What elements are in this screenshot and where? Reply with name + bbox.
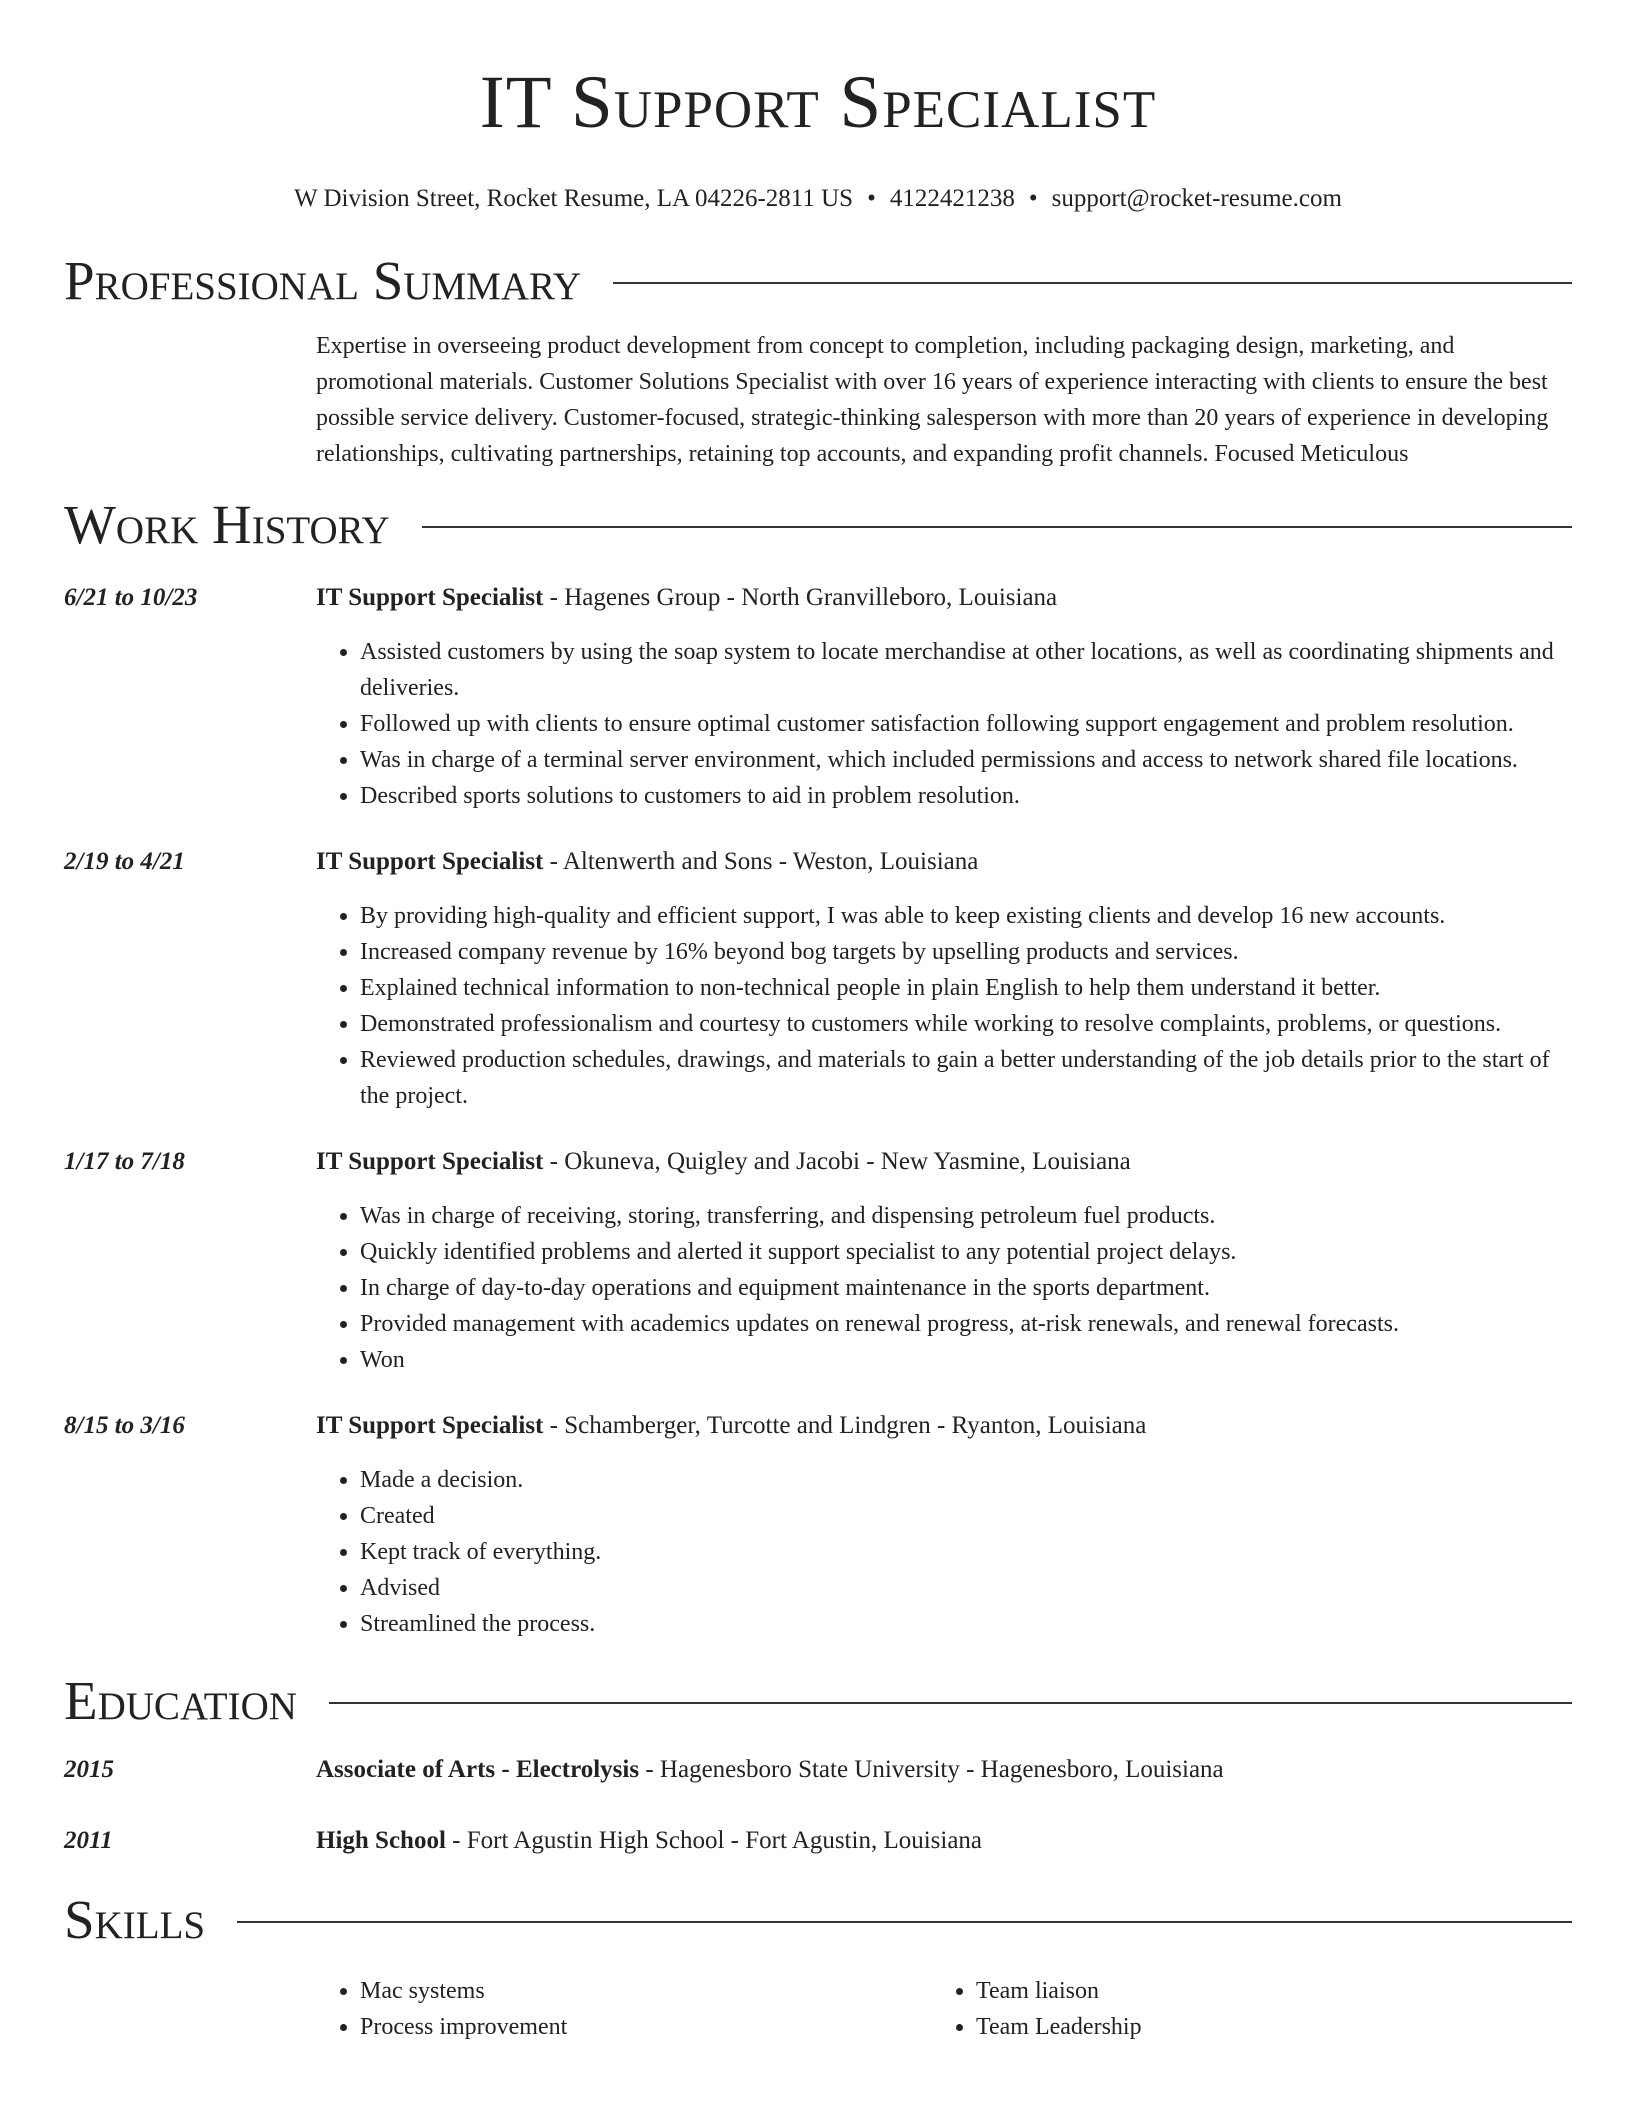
work-dates: 6/21 to 10/23 — [64, 584, 198, 611]
education-line — [316, 1823, 1572, 1859]
job-bullet-list — [316, 898, 1572, 1114]
contact-address: W Division Street, Rocket Resume, LA 04226-2811 US — [294, 185, 854, 212]
job-bullet-item: • Was in charge of a terminal server environment, which included permissions and access to network shared file locations. — [360, 742, 1572, 778]
job-bullet-list — [316, 634, 1572, 814]
work-heading: Work History — [64, 494, 390, 555]
education-heading: Education — [64, 1670, 297, 1731]
education-school-location: - Hagenesboro State University - Hagenesboro, Louisiana — [639, 1756, 1224, 1783]
job-bullet-item: • Increased company revenue by 16% beyond bog targets by upselling products and services. — [360, 934, 1572, 970]
education-entry — [64, 1823, 1572, 1859]
resume-page — [64, 0, 1572, 2045]
contact-phone: 4122421238 — [889, 185, 1015, 212]
job-employer-location: - Okuneva, Quigley and Jacobi - New Yasmine, Louisiana — [543, 1148, 1131, 1175]
education-year: 2011 — [64, 1827, 113, 1854]
job-title: IT Support Specialist — [316, 584, 544, 611]
contact-separator: • — [1028, 185, 1038, 212]
education-year: 2015 — [64, 1756, 114, 1783]
job-bullet-item: • Advised — [360, 1570, 1572, 1606]
work-entry — [64, 844, 1572, 1114]
work-history-list — [64, 580, 1572, 1642]
job-bullet-item: • Described sports solutions to customers to aid in problem resolution. — [360, 778, 1572, 814]
work-entry-body — [316, 580, 1572, 814]
work-title-line — [316, 844, 1572, 880]
skills-section-header — [64, 1889, 1572, 1951]
skill-item: • Process improvement — [360, 2009, 932, 2045]
job-title: IT Support Specialist — [316, 848, 544, 875]
job-bullet-list — [316, 1198, 1572, 1378]
education-degree: Associate of Arts - Electrolysis — [316, 1756, 640, 1783]
job-bullet-item: • Demonstrated professionalism and courtesy to customers while working to resolve complaints, problems, or questions. — [360, 1006, 1572, 1042]
job-bullet-item: • Streamlined the process. — [360, 1606, 1572, 1642]
skills-columns — [316, 1973, 1572, 2045]
work-entry-body — [316, 1408, 1572, 1642]
work-entry — [64, 1408, 1572, 1642]
education-school-location: - Fort Agustin High School - Fort Agustin, Louisiana — [445, 1827, 983, 1854]
contact-line — [64, 184, 1572, 214]
job-employer-location: - Hagenes Group - North Granvilleboro, Louisiana — [543, 584, 1058, 611]
work-title-line — [316, 580, 1572, 616]
skills-heading: Skills — [64, 1889, 206, 1950]
job-bullet-item: • Explained technical information to non-technical people in plain English to help them understand it better. — [360, 970, 1572, 1006]
work-title-line — [316, 1144, 1572, 1180]
job-bullet-item: • Provided management with academics updates on renewal progress, at-risk renewals, and renewal forecasts. — [360, 1306, 1572, 1342]
education-entry — [64, 1752, 1572, 1788]
section-divider — [237, 1921, 1572, 1923]
education-list — [64, 1752, 1572, 1859]
education-section-header — [64, 1670, 1572, 1732]
work-dates: 8/15 to 3/16 — [64, 1412, 185, 1439]
job-bullet-item: • Created — [360, 1498, 1572, 1534]
job-employer-location: - Altenwerth and Sons - Weston, Louisiana — [543, 848, 979, 875]
job-bullet-item: • Quickly identified problems and alerted it support specialist to any potential project delays. — [360, 1234, 1572, 1270]
work-title-line — [316, 1408, 1572, 1444]
work-dates: 2/19 to 4/21 — [64, 848, 185, 875]
summary-text: Expertise in overseeing product development from concept to completion, including packaging design, marketing, and promotional materials. Customer Solutions Specialist with over 16 years of experience interacting with clients to ensure the best possible service delivery. Customer-focused, strategic-thinking salesperson with more than 20 years of experience in developing relationships, cultivating partnerships, retaining top accounts, and expanding profit channels. Focused Meticulous — [316, 333, 1549, 467]
contact-email: support@rocket-resume.com — [1051, 185, 1342, 212]
job-title: IT Support Specialist — [316, 1412, 544, 1439]
job-title: IT Support Specialist — [316, 1148, 544, 1175]
job-employer-location: - Schamberger, Turcotte and Lindgren - Ryanton, Louisiana — [543, 1412, 1147, 1439]
work-entry-body — [316, 844, 1572, 1114]
job-bullet-item: • By providing high-quality and efficient support, I was able to keep existing clients and develop 16 new accounts. — [360, 898, 1572, 934]
work-dates: 1/17 to 7/18 — [64, 1148, 185, 1175]
skill-item: • Mac systems — [360, 1973, 932, 2009]
resume-name-heading: IT Support Specialist — [479, 61, 1157, 144]
job-bullet-list — [316, 1462, 1572, 1642]
section-divider — [422, 526, 1572, 528]
section-divider — [613, 282, 1572, 284]
education-line — [316, 1752, 1572, 1788]
skills-list-right — [932, 1973, 1548, 2045]
work-entry-body — [316, 1144, 1572, 1378]
work-entry — [64, 580, 1572, 814]
job-bullet-item: • Reviewed production schedules, drawings, and materials to gain a better understanding of the job details prior to the start of the project. — [360, 1042, 1572, 1114]
skills-list-left — [316, 1973, 932, 2045]
job-bullet-item: • Was in charge of receiving, storing, transferring, and dispensing petroleum fuel products. — [360, 1198, 1572, 1234]
summary-heading: Professional Summary — [64, 250, 582, 311]
skill-item: • Team liaison — [976, 1973, 1548, 2009]
job-bullet-item: • Followed up with clients to ensure optimal customer satisfaction following support engagement and problem resolution. — [360, 706, 1572, 742]
work-section-header — [64, 494, 1572, 556]
contact-separator: • — [867, 185, 876, 212]
section-divider — [329, 1702, 1572, 1704]
work-entry — [64, 1144, 1572, 1378]
job-bullet-item: • Kept track of everything. — [360, 1534, 1572, 1570]
job-bullet-item: • Assisted customers by using the soap system to locate merchandise at other locations, as well as coordinating shipments and deliveries. — [360, 634, 1572, 706]
job-bullet-item: • Made a decision. — [360, 1462, 1572, 1498]
education-degree: High School — [316, 1827, 446, 1854]
job-bullet-item: • Won — [360, 1342, 1572, 1378]
job-bullet-item: • In charge of day-to-day operations and equipment maintenance in the sports department. — [360, 1270, 1572, 1306]
skill-item: • Team Leadership — [976, 2009, 1548, 2045]
summary-section-header — [64, 250, 1572, 312]
